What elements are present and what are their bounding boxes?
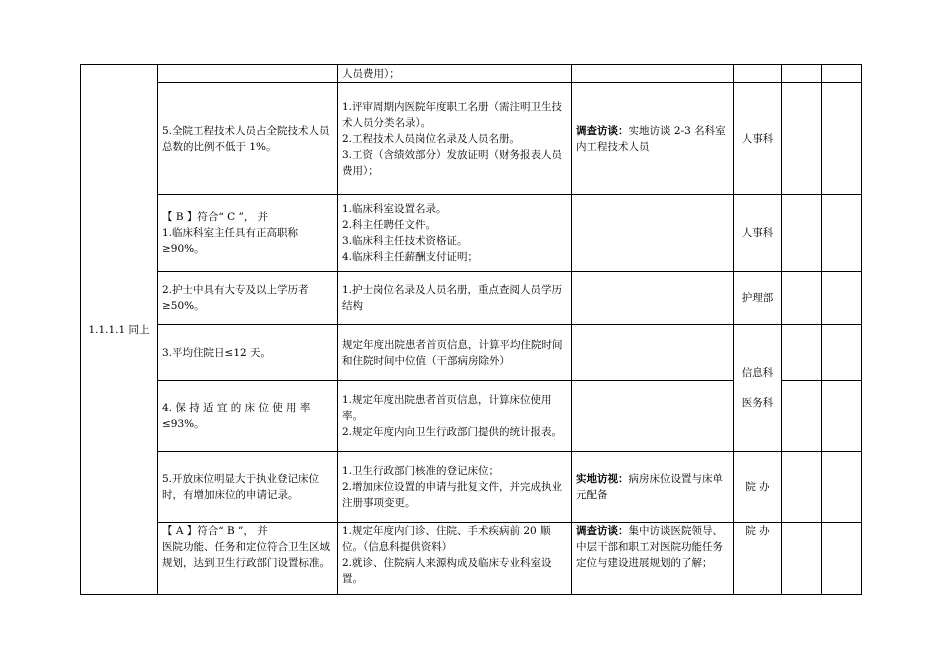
method-cell (572, 83, 734, 195)
blank-cell (782, 381, 822, 452)
table-row (81, 325, 862, 381)
item-cell (158, 65, 338, 83)
dept-label: 人事科 (741, 227, 774, 239)
materials-line: 2.工程技术人员岗位名录及人员名册。 (342, 132, 521, 145)
materials-cell (338, 83, 572, 195)
item-text: 2.护士中具有大专及以上学历者≥50%。 (162, 284, 309, 312)
materials-line: 1.临床科室设置名录。 (342, 203, 447, 215)
method-cell (572, 65, 734, 83)
dept-cell (734, 272, 782, 325)
blank-cell (782, 83, 822, 195)
table-row (81, 83, 862, 195)
blank-cell (782, 452, 822, 523)
method-cell (572, 452, 734, 523)
blank-cell (822, 523, 862, 595)
materials-line: 2.就诊、住院病人来源构成及临床专业科室设置。 (342, 557, 552, 585)
blank-cell (782, 325, 822, 381)
blank-cell (782, 272, 822, 325)
materials-line: 1.卫生行政部门核准的登记床位； (342, 465, 500, 477)
materials-line: 1.评审周期内医院年度职工名册（需注明卫生技术人员分类名录）。 (342, 100, 563, 129)
item-text: 5.全院工程技术人员占全院技术人员总数的比例不低于 1%。 (162, 124, 330, 153)
dept-label: 院 办 (745, 481, 770, 493)
materials-cell (338, 452, 572, 523)
method-text: 病房床位设置与床单元配备 (576, 473, 723, 501)
method-text: 集中访谈医院领导、中层干部和职工对医院功能任务定位与建设进展规划的了解； (576, 525, 723, 569)
item-cell (158, 325, 338, 381)
table-row (81, 195, 862, 272)
table-row (81, 65, 862, 83)
dept-cell (734, 65, 782, 83)
method-cell (572, 272, 734, 325)
dept-label: 院 办 (745, 525, 770, 537)
materials-cell (338, 272, 572, 325)
item-cell (158, 381, 338, 452)
materials-line: 1.规定年度出院患者首页信息，计算床位使用率。 (342, 394, 552, 422)
table-row (81, 523, 862, 595)
table-row (81, 272, 862, 325)
materials-line: 2.增加床位设置的申请与批复文件，并完成执业注册事项变更。 (342, 481, 563, 509)
blank-cell (822, 272, 862, 325)
section-label-cell (81, 65, 158, 595)
method-cell (572, 325, 734, 381)
blank-cell (782, 523, 822, 595)
materials-line: 规定年度出院患者首页信息，计算平均住院时间和住院时间中位值（干部病房除外） (342, 338, 563, 367)
materials-line: 2.规定年度内向卫生行政部门提供的统计报表。 (342, 426, 563, 438)
item-cell (158, 452, 338, 523)
materials-cell (338, 195, 572, 272)
method-label: 实地访视： (576, 473, 629, 485)
evaluation-table (80, 64, 862, 595)
item-text: 【 B 】符合“ C ”， 并 1.临床科室主任具有正高职称≥90%。 (162, 211, 299, 255)
table-row (81, 452, 862, 523)
dept-cell (734, 452, 782, 523)
blank-cell (822, 325, 862, 381)
method-label: 调查访谈： (576, 525, 629, 537)
item-cell (158, 523, 338, 595)
method-cell (572, 381, 734, 452)
dept-label: 人事科 (741, 132, 774, 145)
materials-line: 2.科主任聘任文件。 (342, 219, 437, 231)
dept-label: 护理部 (741, 292, 774, 304)
blank-cell (782, 195, 822, 272)
materials-line: 3.临床科主任技术资格证。 (342, 235, 468, 247)
dept-cell (734, 195, 782, 272)
item-cell (158, 195, 338, 272)
dept-label: 信息科 (741, 367, 774, 379)
blank-cell (822, 83, 862, 195)
item-text: 4. 保 持 适 宜 的 床 位 使 用 率 ≤93%。 (162, 402, 311, 430)
materials-line: 1.规定年度内门诊、住院、手术疾病前 20 顺位。（信息科提供资料） (342, 525, 551, 553)
item-text: 5.开放床位明显大于执业登记床位时，有增加床位的申请记录。 (162, 473, 320, 501)
item-cell (158, 272, 338, 325)
method-text: 实地访谈 2-3 名科室内工程技术人员 (576, 124, 726, 153)
item-cell (158, 83, 338, 195)
dept-label: 医务科 (741, 397, 774, 409)
blank-cell (822, 195, 862, 272)
materials-cell (338, 65, 572, 83)
dept-cell (734, 523, 782, 595)
method-cell (572, 523, 734, 595)
materials-line: 4.临床科主任薪酬支付证明； (342, 251, 479, 263)
section-label: 1.1.1.1 同上 (88, 323, 150, 336)
materials-cell (338, 523, 572, 595)
item-text: 3.平均住院日≤12 天。 (162, 346, 272, 359)
dept-cell (734, 83, 782, 195)
materials-line: 1.护士岗位名录及人员名册，重点查阅人员学历结构 (342, 284, 563, 312)
materials-cell (338, 325, 572, 381)
blank-cell (822, 452, 862, 523)
materials-line: 人员费用）； (342, 67, 400, 80)
method-label: 调查访谈： (576, 124, 629, 137)
method-cell (572, 195, 734, 272)
item-text: 【 A 】符合“ B ”， 并 医院功能、任务和定位符合卫生区域规划，达到卫生行政部门设置标准。 (162, 525, 330, 569)
blank-cell (822, 381, 862, 452)
dept-cell (734, 325, 782, 452)
materials-line: 3.工资（含绩效部分）发放证明（财务报表人员费用）； (342, 148, 563, 177)
blank-cell (782, 65, 822, 83)
blank-cell (822, 65, 862, 83)
materials-cell (338, 381, 572, 452)
